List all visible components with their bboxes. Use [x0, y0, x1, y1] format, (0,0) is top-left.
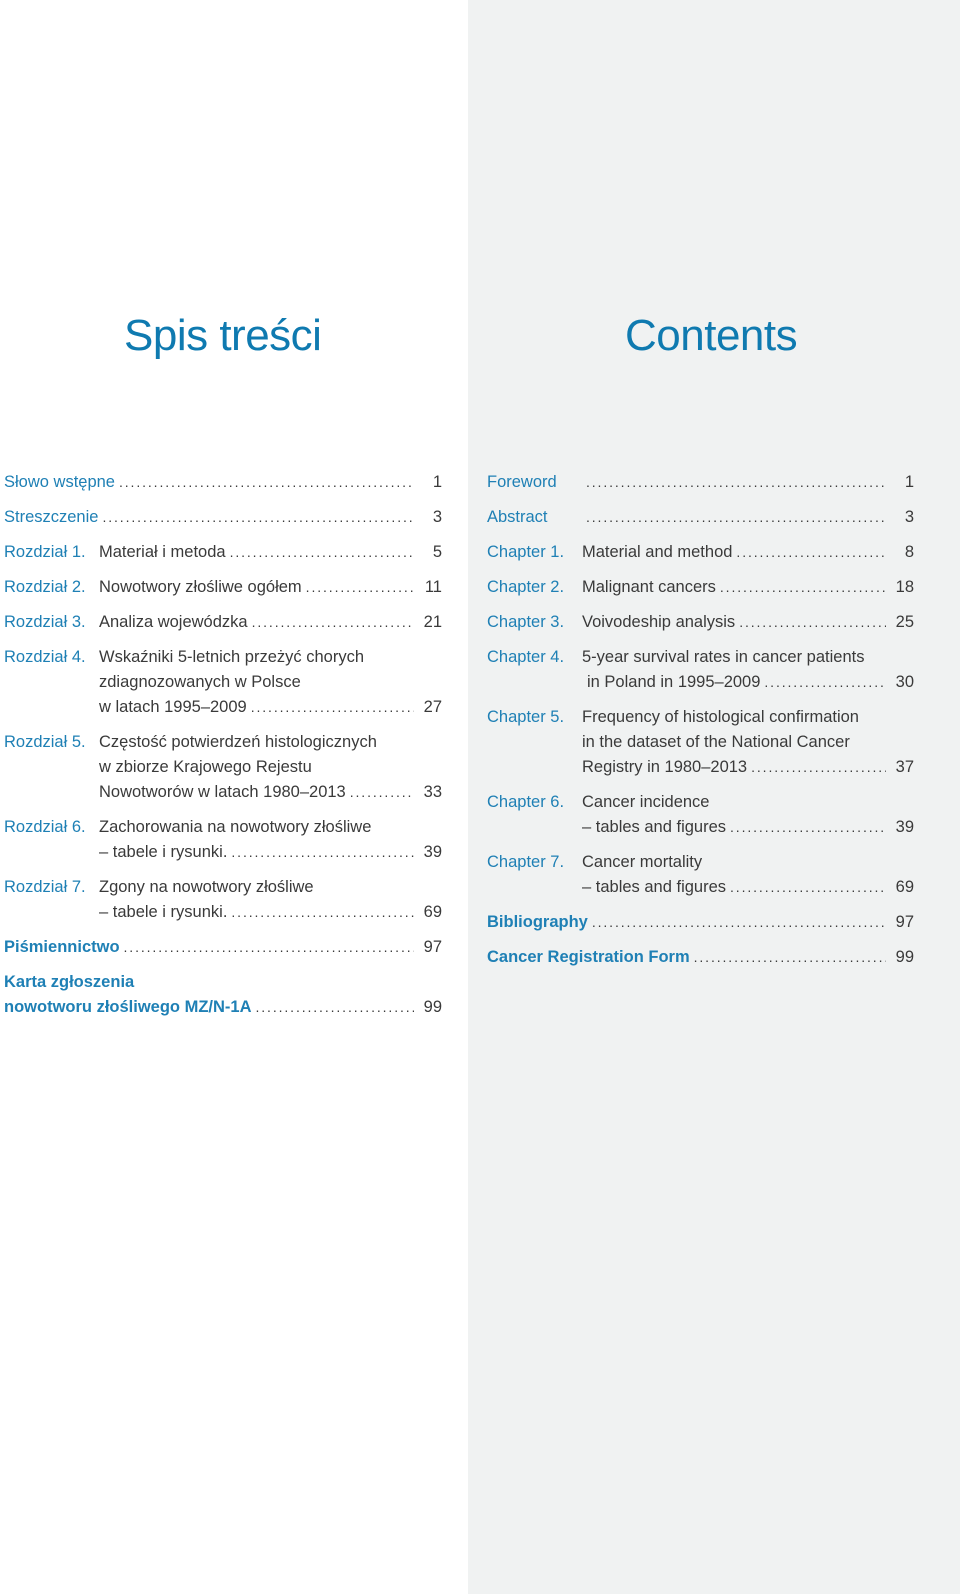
chapter-title-line-1[interactable]: Cancer incidence	[582, 793, 710, 811]
chapter-title-line-2[interactable]: – tables and figures	[582, 818, 727, 836]
dot-leader	[306, 575, 414, 600]
chapter-title-line-2[interactable]: in Poland in 1995–2009	[587, 673, 761, 691]
page-number: 25	[895, 613, 914, 631]
page-number: 39	[423, 843, 442, 861]
chapter-title-line-2[interactable]: – tabele i rysunki.	[99, 843, 228, 861]
toc-entry-chapter-1[interactable]	[487, 540, 914, 565]
entry-label-line-1[interactable]: Karta zgłoszenia	[4, 973, 135, 991]
chapter-number[interactable]: Rozdział 4.	[4, 648, 86, 666]
polish-column	[0, 0, 468, 1594]
chapter-title-line-2[interactable]: w zbiorze Krajowego Rejestu	[99, 758, 312, 776]
toc-entry-bibliography[interactable]	[487, 910, 914, 935]
chapter-title-line-2[interactable]: zdiagnozowanych w Polsce	[99, 673, 301, 691]
dot-leader	[231, 900, 414, 925]
chapter-title[interactable]: Materiał i metoda	[99, 543, 226, 561]
page-number: 27	[423, 698, 442, 716]
page-number: 99	[895, 948, 914, 966]
chapter-title-line-1[interactable]: Zgony na nowotwory złośliwe	[99, 878, 314, 896]
chapter-number[interactable]: Chapter 5.	[487, 708, 565, 726]
page-number: 18	[895, 578, 914, 596]
dot-leader	[720, 575, 886, 600]
dot-leader	[730, 875, 886, 900]
page-number: 1	[904, 473, 914, 491]
page-number: 69	[423, 903, 442, 921]
dot-leader	[251, 695, 414, 720]
page-number: 8	[904, 543, 914, 561]
dot-leader	[231, 840, 414, 865]
english-title: Contents	[625, 311, 798, 360]
toc-entry-abstract[interactable]	[487, 505, 914, 530]
dot-leader	[736, 540, 886, 565]
page-number: 30	[895, 673, 914, 691]
dot-leader	[694, 945, 886, 970]
toc-entry-karta-zgloszenia[interactable]	[4, 970, 442, 1020]
chapter-title-line-2[interactable]: – tables and figures	[582, 878, 727, 896]
toc-entry-rozdzial-6[interactable]	[4, 815, 442, 865]
chapter-number[interactable]: Chapter 7.	[487, 853, 565, 871]
page-number: 5	[432, 543, 442, 561]
entry-label[interactable]: Abstract	[487, 508, 548, 526]
dot-leader	[124, 935, 414, 960]
dot-leader	[255, 995, 414, 1020]
dot-leader	[751, 755, 886, 780]
chapter-title-line-3[interactable]: Registry in 1980–2013	[582, 758, 748, 776]
toc-entry-chapter-3[interactable]	[487, 610, 914, 635]
chapter-title[interactable]: Nowotwory złośliwe ogółem	[99, 578, 302, 596]
chapter-number[interactable]: Chapter 1.	[487, 543, 565, 561]
chapter-number[interactable]: Rozdział 5.	[4, 733, 86, 751]
chapter-title-line-3[interactable]: w latach 1995–2009	[99, 698, 247, 716]
dot-leader	[350, 780, 414, 805]
dot-leader	[230, 540, 414, 565]
page-number: 3	[432, 508, 442, 526]
polish-toc	[4, 470, 442, 1030]
chapter-title-line-3[interactable]: Nowotworów w latach 1980–2013	[99, 783, 346, 801]
chapter-title-line-1[interactable]: Frequency of histological confirmation	[582, 708, 859, 726]
chapter-number[interactable]: Chapter 2.	[487, 578, 565, 596]
dot-leader	[739, 610, 886, 635]
entry-label[interactable]: Foreword	[487, 473, 557, 491]
toc-entry-foreword[interactable]	[487, 470, 914, 495]
page-number: 11	[424, 578, 442, 596]
dot-leader	[586, 505, 886, 530]
chapter-title[interactable]: Voivodeship analysis	[582, 613, 736, 631]
chapter-number[interactable]: Chapter 4.	[487, 648, 565, 666]
toc-entry-rozdzial-2[interactable]	[4, 575, 442, 600]
chapter-title[interactable]: Malignant cancers	[582, 578, 716, 596]
dot-leader	[730, 815, 886, 840]
page-number: 3	[904, 508, 914, 526]
entry-label[interactable]: Słowo wstępne	[4, 473, 115, 491]
chapter-number[interactable]: Chapter 3.	[487, 613, 565, 631]
chapter-title-line-1[interactable]: Cancer mortality	[582, 853, 703, 871]
toc-entry-chapter-7[interactable]	[487, 850, 914, 900]
chapter-number[interactable]: Rozdział 6.	[4, 818, 86, 836]
toc-entry-rozdzial-3[interactable]	[4, 610, 442, 635]
toc-entry-chapter-4[interactable]	[487, 645, 914, 695]
dot-leader	[586, 470, 886, 495]
toc-entry-slowo-wstepne[interactable]	[4, 470, 442, 495]
chapter-number[interactable]: Rozdział 3.	[4, 613, 86, 631]
page-number: 33	[423, 783, 442, 801]
entry-label[interactable]: Bibliography	[487, 913, 588, 931]
english-column	[468, 0, 960, 1594]
chapter-number[interactable]: Rozdział 2.	[4, 578, 86, 596]
chapter-title-line-2[interactable]: – tabele i rysunki.	[99, 903, 228, 921]
page-number: 69	[895, 878, 914, 896]
entry-label[interactable]: Piśmiennictwo	[4, 938, 120, 956]
page-number: 37	[895, 758, 914, 776]
chapter-title-line-1[interactable]: Zachorowania na nowotwory złośliwe	[99, 818, 372, 836]
page-number: 21	[423, 613, 442, 631]
chapter-title-line-1[interactable]: Częstość potwierdzeń histologicznych	[99, 733, 377, 751]
toc-entry-streszczenie[interactable]	[4, 505, 442, 530]
toc-entry-rozdzial-4[interactable]	[4, 645, 442, 720]
toc-entry-chapter-2[interactable]	[487, 575, 914, 600]
page-number: 1	[432, 473, 442, 491]
chapter-number[interactable]: Chapter 6.	[487, 793, 565, 811]
dot-leader	[102, 505, 414, 530]
page-number: 97	[423, 938, 442, 956]
page-number: 99	[423, 998, 442, 1016]
page-number: 97	[895, 913, 914, 931]
toc-entry-pismiennictwo[interactable]	[4, 935, 442, 960]
dot-leader	[592, 910, 886, 935]
toc-entry-chapter-6[interactable]	[487, 790, 914, 840]
toc-entry-chapter-5[interactable]	[487, 705, 914, 780]
chapter-number[interactable]: Rozdział 7.	[4, 878, 86, 896]
polish-title: Spis treści	[124, 311, 322, 360]
toc-entry-rozdzial-1[interactable]	[4, 540, 442, 565]
chapter-title-line-1[interactable]: 5-year survival rates in cancer patients	[582, 648, 865, 666]
dot-leader	[119, 470, 414, 495]
chapter-number[interactable]: Rozdział 1.	[4, 543, 86, 561]
chapter-title[interactable]: Analiza wojewódzka	[99, 613, 248, 631]
page-number: 39	[895, 818, 914, 836]
english-toc	[487, 470, 914, 980]
chapter-title[interactable]: Material and method	[582, 543, 733, 561]
toc-entry-rozdzial-5[interactable]	[4, 730, 442, 805]
dot-leader	[252, 610, 414, 635]
entry-label-line-2[interactable]: nowotworu złośliwego MZ/N-1A	[4, 998, 252, 1016]
entry-label[interactable]: Cancer Registration Form	[487, 948, 690, 966]
toc-entry-rozdzial-7[interactable]	[4, 875, 442, 925]
chapter-title-line-1[interactable]: Wskaźniki 5-letnich przeżyć chorych	[99, 648, 364, 666]
dot-leader	[764, 670, 886, 695]
entry-label[interactable]: Streszczenie	[4, 508, 99, 526]
toc-entry-cancer-registration-form[interactable]	[487, 945, 914, 970]
chapter-title-line-2[interactable]: in the dataset of the National Cancer	[582, 733, 850, 751]
